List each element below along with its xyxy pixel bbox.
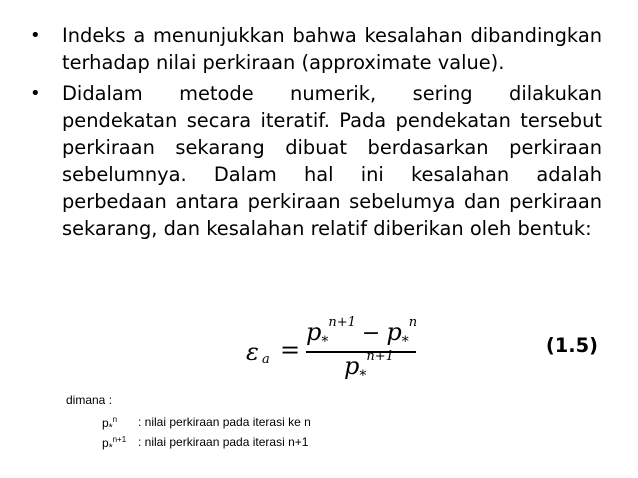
numerator-term-2-subscript: * [401,334,409,350]
denominator-subscript: * [359,368,367,384]
bullet-item [28,80,602,242]
definition-symbol-superscript: n [112,415,118,424]
relative-error-formula [246,315,418,384]
definition-symbol-base: p [102,416,109,430]
bullet-dot: • [30,25,41,46]
numerator-term-1-superscript: n+1 [328,315,356,330]
epsilon-symbol: ε [246,338,259,366]
bullet-dot: • [30,83,41,104]
definitions-block [66,393,311,455]
definition-row [66,435,309,455]
equals-sign: = [280,336,301,364]
bullet-text: Indeks a menunjukkan bahwa kesalahan dibandingkan terhadap nilai perkiraan (approximate value). [62,24,602,74]
bullet-text: Didalam metode numerik, sering dilakukan pendekatan secara iteratif. Pada pendekatan tersebut perkiraan sekarang dibuat berdasarkan perkiraan sebelumnya. Dalam hal ini kesalahan adalah perbedaan antara perkiraan sebelumya dan perkiraan sekarang, dan kesalahan relatif diberikan oleh bentuk: [62,82,602,240]
definition-symbol-superscript: n+1 [112,435,127,444]
formula-numerator [306,315,418,350]
numerator-term-2-superscript: n [408,315,418,330]
definition-symbol-subscript: * [108,422,113,434]
numerator-term-1-subscript: * [321,334,329,350]
definition-description: : nilai perkiraan pada iterasi n+1 [138,435,309,449]
definition-description: : nilai perkiraan pada iterasi ke n [138,415,311,429]
formula-denominator [344,349,394,384]
minus-sign: − [361,321,381,346]
definition-row [66,415,311,435]
bullet-item [28,22,602,76]
definitions-title: dimana : [66,393,113,407]
bullet-list [28,22,602,246]
denominator-superscript: n+1 [366,349,394,364]
definition-symbol [102,435,126,453]
equation-row [0,310,638,382]
definition-symbol-base: p [102,436,109,450]
equation-number: (1.5) [545,334,598,357]
epsilon-subscript: a [262,352,270,367]
numerator-term-1: p [306,318,322,346]
denominator-term: p [344,352,360,380]
definition-symbol-subscript: * [108,442,113,454]
definition-symbol [102,415,117,433]
numerator-term-2: p [386,318,402,346]
